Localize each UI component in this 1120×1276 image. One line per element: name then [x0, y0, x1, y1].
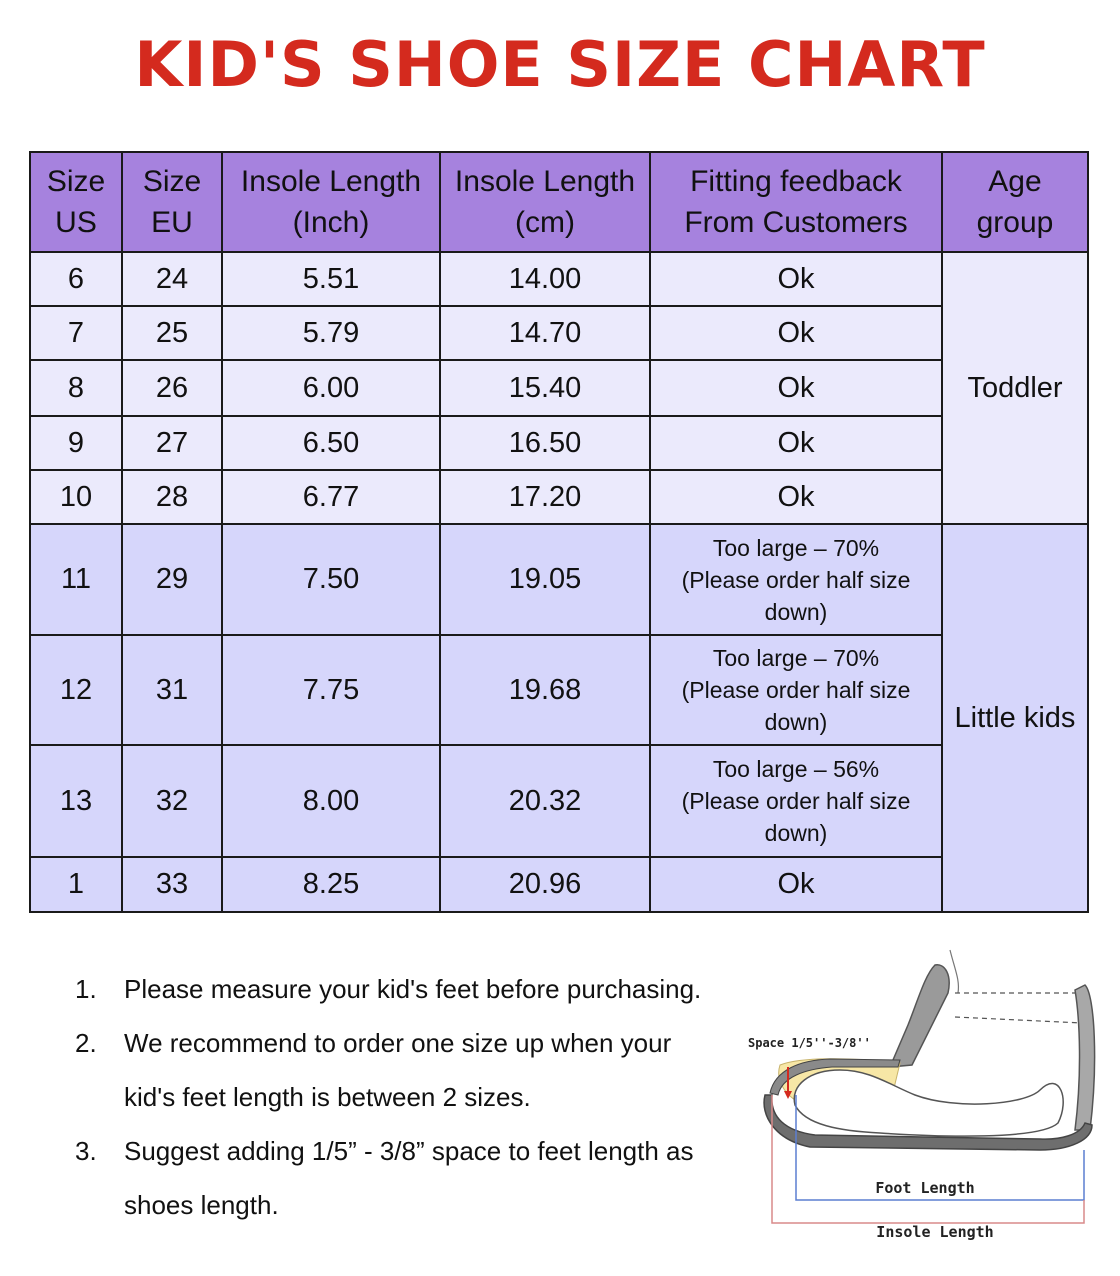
foot-outline	[794, 1070, 1063, 1136]
cell-feedback: Too large – 70% (Please order half size down)	[650, 524, 942, 635]
cell-feedback: Ok	[650, 306, 942, 360]
cell-insole-inch: 8.00	[222, 745, 440, 857]
shoe-tongue	[890, 965, 949, 1067]
cell-insole-inch: 6.00	[222, 360, 440, 416]
shoe-measurement-diagram	[740, 945, 1100, 1245]
age-group-little-kids: Little kids	[942, 524, 1088, 912]
cell-insole-cm: 14.70	[440, 306, 650, 360]
table-row	[30, 745, 1088, 857]
cell-size-eu: 26	[122, 360, 222, 416]
cell-insole-inch: 6.77	[222, 470, 440, 524]
table-row	[30, 857, 1088, 912]
header-insole-cm: Insole Length (cm)	[440, 152, 650, 252]
cell-size-eu: 28	[122, 470, 222, 524]
cell-feedback: Ok	[650, 857, 942, 912]
list-item	[75, 962, 735, 1016]
list-number: 3.	[75, 1136, 97, 1166]
cell-feedback: Ok	[650, 470, 942, 524]
cell-size-eu: 25	[122, 306, 222, 360]
cell-size-eu: 29	[122, 524, 222, 635]
foot-length-label: Foot Length	[875, 1179, 975, 1197]
cell-insole-cm: 20.32	[440, 745, 650, 857]
instructions-list	[75, 962, 735, 1232]
cell-insole-cm: 16.50	[440, 416, 650, 470]
cell-size-eu: 32	[122, 745, 222, 857]
space-label: Space 1/5''-3/8''	[748, 1036, 871, 1050]
cell-size-us: 1	[30, 857, 122, 912]
cell-insole-inch: 8.25	[222, 857, 440, 912]
table-row	[30, 416, 1088, 470]
sock-line	[955, 1017, 1082, 1023]
cell-size-us: 12	[30, 635, 122, 745]
cell-feedback: Ok	[650, 416, 942, 470]
cell-insole-inch: 7.50	[222, 524, 440, 635]
leg-outline	[950, 950, 958, 993]
header-fitting-feedback: Fitting feedback From Customers	[650, 152, 942, 252]
cell-insole-cm: 19.68	[440, 635, 650, 745]
cell-feedback: Too large – 70% (Please order half size down)	[650, 635, 942, 745]
cell-insole-cm: 14.00	[440, 252, 650, 306]
table-row	[30, 470, 1088, 524]
cell-feedback: Too large – 56% (Please order half size down)	[650, 745, 942, 857]
cell-insole-inch: 7.75	[222, 635, 440, 745]
list-item	[75, 1016, 735, 1124]
cell-insole-inch: 6.50	[222, 416, 440, 470]
table-row	[30, 635, 1088, 745]
note-text: Please measure your kid's feet before purchasing.	[124, 974, 702, 1004]
cell-insole-cm: 20.96	[440, 857, 650, 912]
cell-size-us: 6	[30, 252, 122, 306]
cell-insole-inch: 5.51	[222, 252, 440, 306]
cell-size-us: 9	[30, 416, 122, 470]
table-row	[30, 524, 1088, 635]
list-number: 1.	[75, 974, 97, 1004]
cell-insole-inch: 5.79	[222, 306, 440, 360]
age-group-toddler: Toddler	[942, 252, 1088, 524]
cell-size-eu: 33	[122, 857, 222, 912]
list-item	[75, 1124, 735, 1232]
note-text: kid's feet length is between 2 sizes.	[124, 1082, 531, 1112]
header-insole-inch: Insole Length (Inch)	[222, 152, 440, 252]
cell-feedback: Ok	[650, 252, 942, 306]
cell-size-us: 11	[30, 524, 122, 635]
cell-feedback: Ok	[650, 360, 942, 416]
cell-size-eu: 27	[122, 416, 222, 470]
cell-insole-cm: 15.40	[440, 360, 650, 416]
insole-length-label: Insole Length	[876, 1223, 994, 1241]
table-row	[30, 306, 1088, 360]
header-age-group: Age group	[942, 152, 1088, 252]
header-size-eu: Size EU	[122, 152, 222, 252]
cell-size-us: 13	[30, 745, 122, 857]
note-text: We recommend to order one size up when your	[124, 1028, 672, 1058]
list-number: 2.	[75, 1028, 97, 1058]
header-size-us: Size US	[30, 152, 122, 252]
cell-size-eu: 31	[122, 635, 222, 745]
page-title: KID'S SHOE SIZE CHART	[134, 28, 986, 101]
shoe-heel	[1075, 985, 1095, 1130]
note-text: Suggest adding 1/5” - 3/8” space to feet length as	[124, 1136, 694, 1166]
cell-size-us: 8	[30, 360, 122, 416]
table-row	[30, 360, 1088, 416]
table-row	[30, 252, 1088, 306]
cell-insole-cm: 19.05	[440, 524, 650, 635]
note-text: shoes length.	[124, 1190, 279, 1220]
cell-insole-cm: 17.20	[440, 470, 650, 524]
size-chart-table	[29, 151, 1089, 913]
cell-size-eu: 24	[122, 252, 222, 306]
cell-size-us: 7	[30, 306, 122, 360]
cell-size-us: 10	[30, 470, 122, 524]
